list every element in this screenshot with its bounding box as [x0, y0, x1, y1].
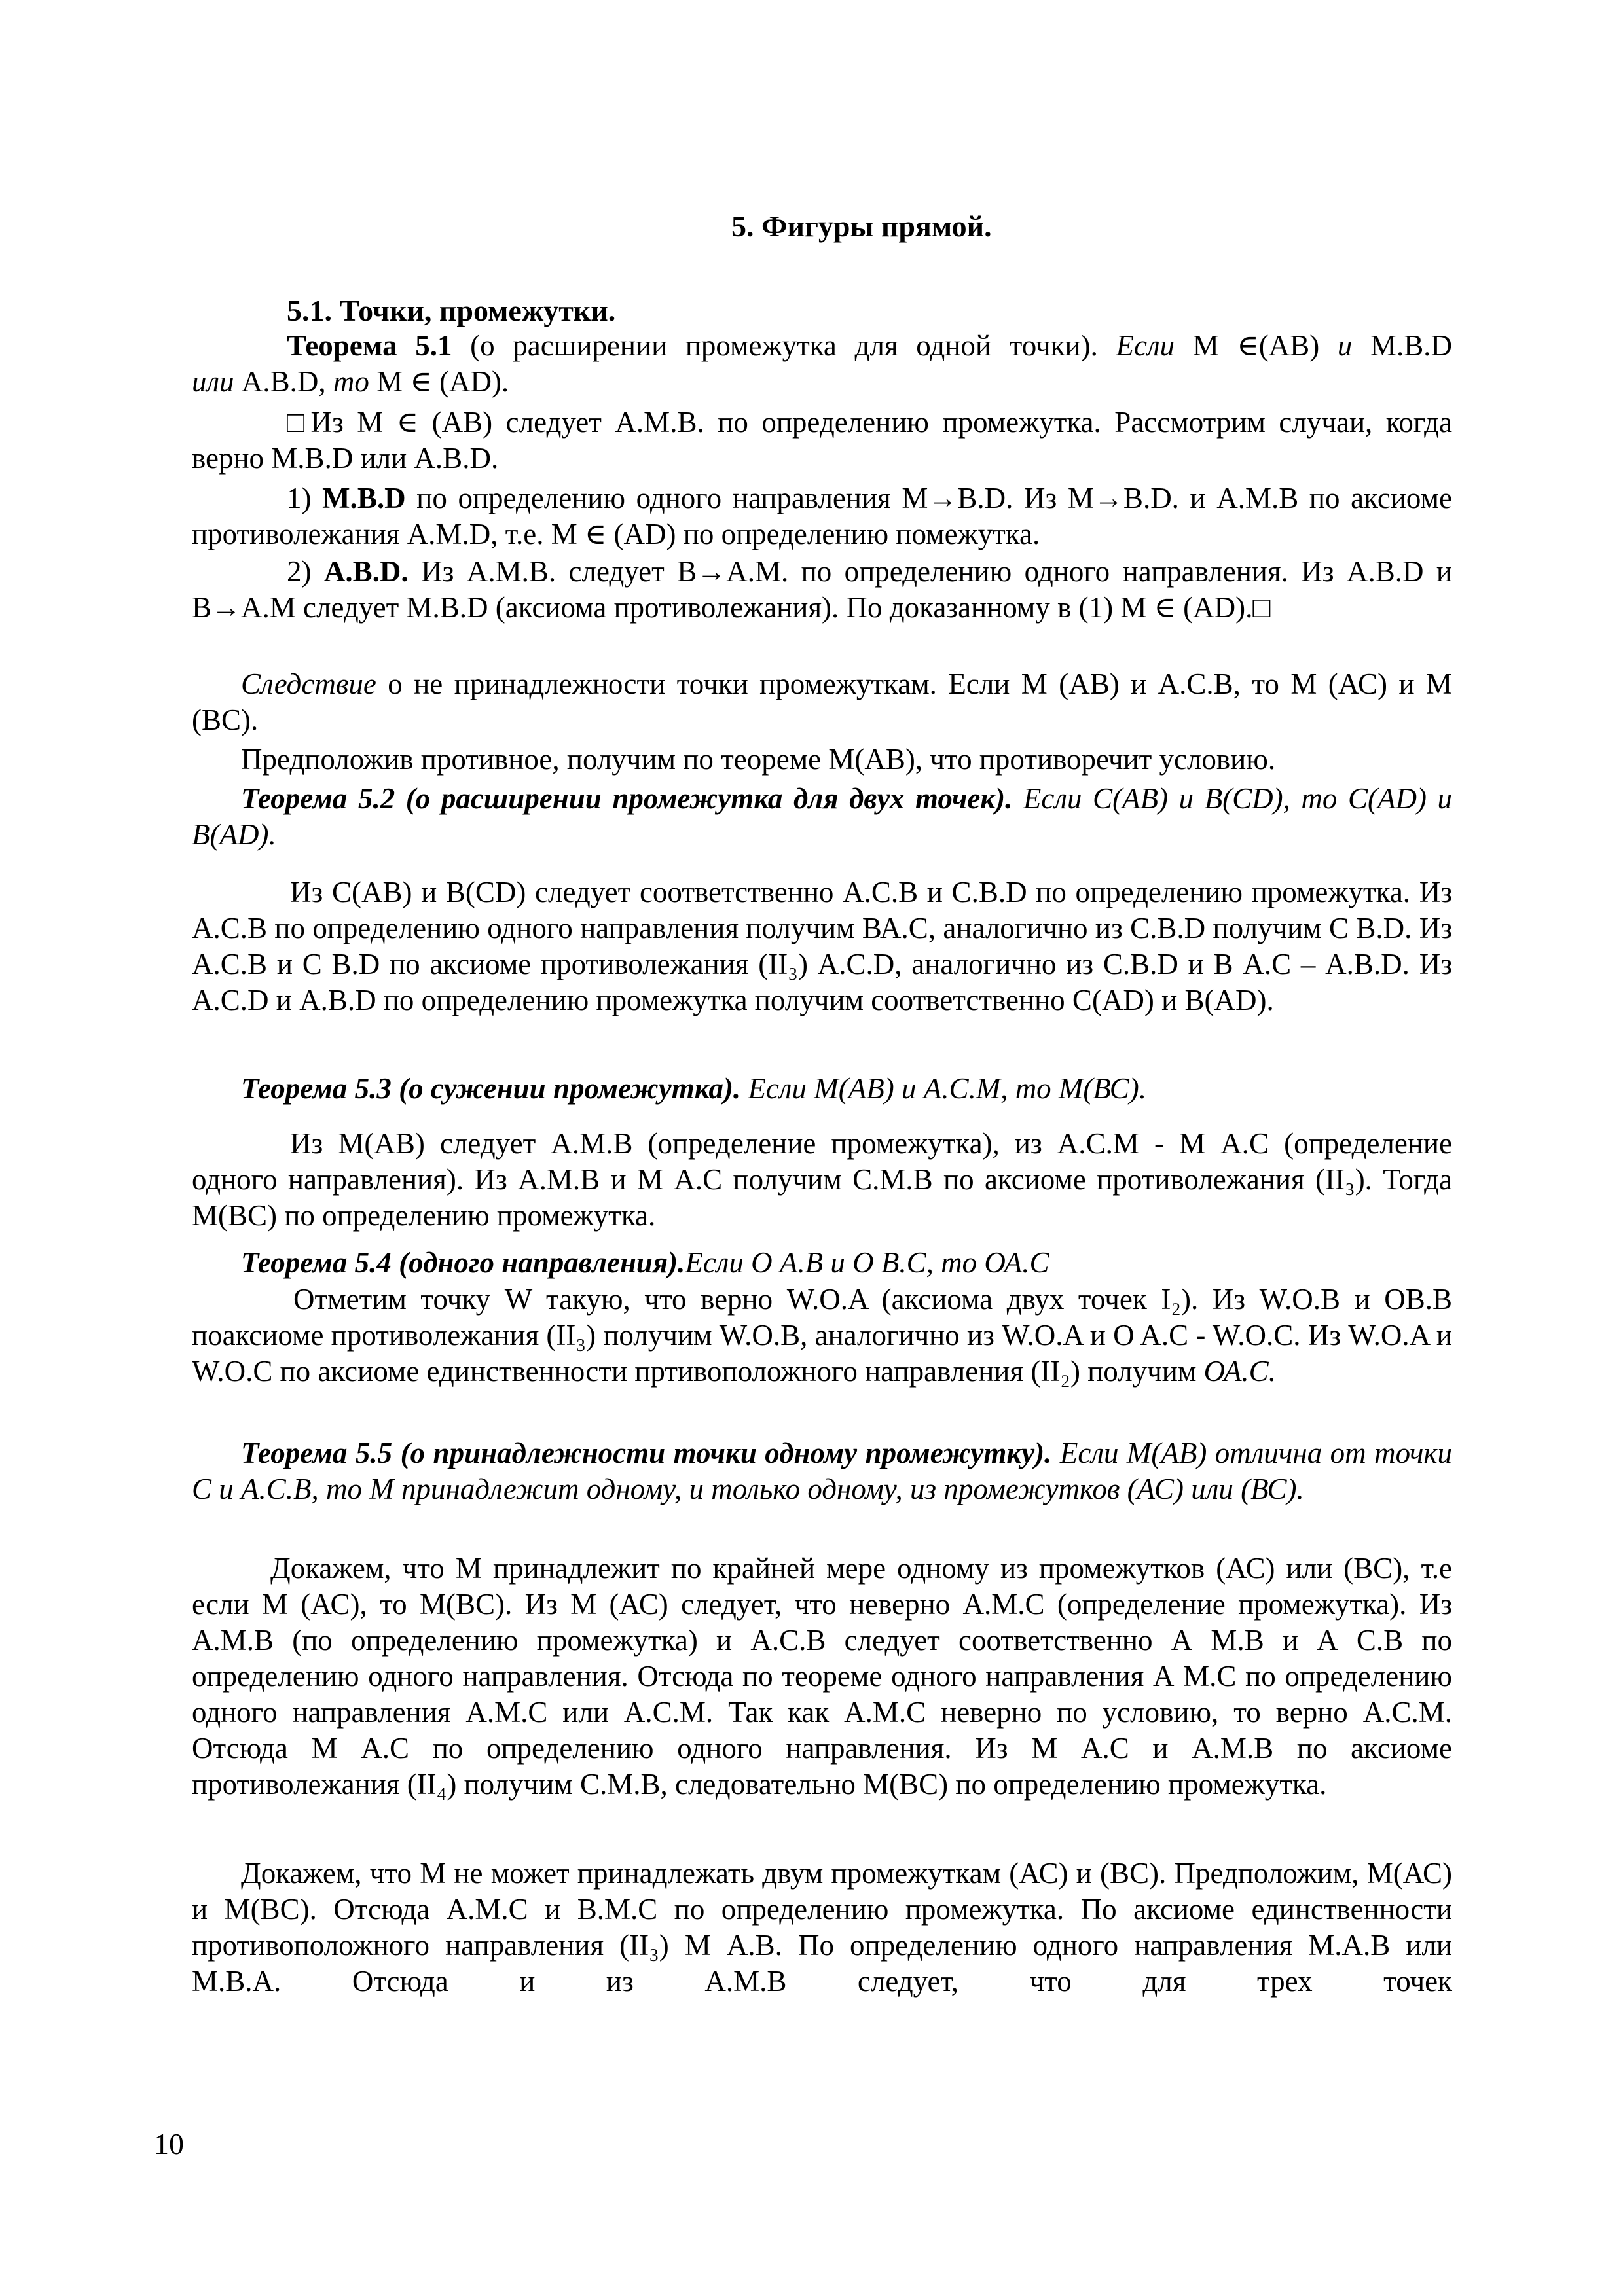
theorem-5-3 — [192, 1071, 1452, 1107]
section-title: 5. Фигуры прямой. — [731, 209, 992, 243]
theorem-5-4-proof-text: Отметим точку W такую, что верно W.O.A (аксиома двух точек I₂). Из W.O.B и OB.B поаксиоме противолежания (II₃) получим W.O.B, аналогично из W.O.A и O A.C - W.O.C. Из W.O.A и W.O.C по аксиоме единственности пртивоположного направления (II₂) получим — [192, 1283, 1452, 1388]
theorem-5-1-cond1: М ∈(АВ) — [1175, 329, 1338, 362]
case-1-text: по определению одного направления М→В.D. Из М→В.D. и А.М.В по аксиоме противолежания А.М.D, т.е. М ∈ (АD) по определению помежутка. — [192, 482, 1452, 550]
theorem-5-2-text: Если С(АВ) и В(СD), то С(АD) и В(АD). — [192, 782, 1452, 851]
theorem-5-5-proof-2: Докажем, что М не может принадлежать двум промежуткам (АС) и (ВС). Предположим, М(АС) и М(ВС). Отсюда А.М.С и В.М.С по определению промежутка. По аксиоме единственности противоположного направления (II₃) М А.В. По определению одного направления М.А.В или М.В.А. Отсюда и из А.М.В следует, что для трех точек — [192, 1857, 1452, 1998]
theorem-5-3-text: Если М(АВ) и А.С.М, то М(ВС). — [740, 1072, 1147, 1105]
theorem-5-1-and: и — [1337, 329, 1353, 362]
proof-intro: □Из М ∈ (АВ) следует А.М.В. по определению промежутка. Рассмотрим случаи, когда верно М.В.D или А.В.D. — [192, 406, 1452, 475]
theorem-5-5 — [192, 1435, 1452, 1507]
theorem-5-4-proof — [192, 1282, 1452, 1390]
subsection-title: 5.1. Точки, промежутки. — [287, 294, 616, 327]
theorem-5-4 — [192, 1245, 1452, 1281]
theorem-5-4-proof-result: ОА.С. — [1203, 1355, 1276, 1388]
theorem-5-3-label: Теорема 5.3 (о сужении промежутка). — [241, 1072, 741, 1105]
theorem-5-2-proof: Из С(АВ) и В(СD) следует соответственно А.С.В и С.В.D по определению промежутка. Из А.С.В по определению одного направления получим ВА.С, аналогично из С.В.D получим С В.D. Из А.С.В и С В.D по аксиоме противолежания (II₃) А.С.D, аналогично из С.В.D и В А.С – А.В.D. Из А.С.D и А.В.D по определению промежутка получим соответственно С(АD) и В(АD). — [192, 876, 1452, 1016]
theorem-5-1-conclusion: М ∈ (АD). — [369, 365, 509, 398]
assume-paragraph: Предположив противное, получим по теореме М(АВ), что противоречит условию. — [241, 743, 1276, 776]
case-2-label: A.B.D. — [323, 555, 409, 588]
theorem-5-1-or: или — [192, 365, 234, 398]
theorem-5-4-label: Теорема 5.4 (одного направления). — [241, 1246, 685, 1279]
page-number: 10 — [154, 2127, 184, 2161]
case-1-label: M.B.D — [322, 482, 406, 514]
theorem-5-1-cont — [192, 364, 1452, 400]
corollary-label: Следствие — [241, 668, 376, 700]
corollary — [192, 666, 1452, 738]
case-2 — [192, 554, 1452, 626]
theorem-5-2-label: Теорема 5.2 (о расширении промежутка для двух точек). — [241, 782, 1013, 815]
theorem-5-1-if: Если — [1116, 329, 1175, 362]
theorem-5-3-proof: Из М(АВ) следует А.М.В (определение промежутка), из А.С.М - М А.С (определение одного направления). Из А.М.В и М А.С получим С.М.В по аксиоме противолежания (II₃). Тогда М(ВС) по определению промежутка. — [192, 1127, 1452, 1232]
theorem-5-1-cond2: М.В.D — [1352, 329, 1452, 362]
theorem-5-5-label: Теорема 5.5 (о принадлежности точки одному промежутку). — [241, 1437, 1052, 1469]
theorem-5-2 — [192, 781, 1452, 853]
case-1-number: 1) — [287, 482, 323, 514]
theorem-5-1-then: то — [333, 365, 369, 398]
theorem-5-5-proof-1: Докажем, что М принадлежит по крайней мере одному из промежутков (АС) или (ВС), т.е если М (АС), то М(ВС). Из М (АС) следует, что неверно А.М.С (определение промежутка). Из А.М.В (по определению промежутка) и А.С.В следует соответственно А М.В и А С.В по определению одного направления. Отсюда по теореме одного направления А М.С по определению одного направления А.М.С или А.С.М. Так как А.М.С неверно по условию, то верно А.С.М. Отсюда М А.С по определению одного направления. Из М А.С и А.М.В по аксиоме противолежания (II₄) получим С.М.В, следовательно М(ВС) по определению промежутка. — [192, 1552, 1452, 1801]
theorem-5-1-cond3: А.В.D, — [234, 365, 333, 398]
theorem-5-4-text: Если О А.В и О В.С, то ОА.С — [685, 1246, 1049, 1279]
theorem-5-1-paren: (о расширении промежутка для одной точки). — [452, 329, 1116, 362]
case-2-number: 2) — [287, 555, 324, 588]
theorem-5-5-text: Если М(АВ) отлична от точки С и А.С.В, то М принадлежит одному, и только одному, из промежутков (АС) или (ВС). — [192, 1437, 1452, 1505]
case-1 — [192, 480, 1452, 552]
theorem-5-1-label: Теорема 5.1 — [287, 329, 452, 362]
case-2-text: Из А.М.В. следует В→А.М. по определению одного направления. Из А.В.D и В→А.М следует М.В.D (аксиома противолежания). По доказанному в (1) М ∈ (АD).□ — [192, 555, 1452, 624]
corollary-text: о не принадлежности точки промежуткам. Если М (АВ) и А.С.В, то М (АС) и М (ВС). — [192, 668, 1452, 736]
theorem-5-1 — [192, 328, 1452, 364]
